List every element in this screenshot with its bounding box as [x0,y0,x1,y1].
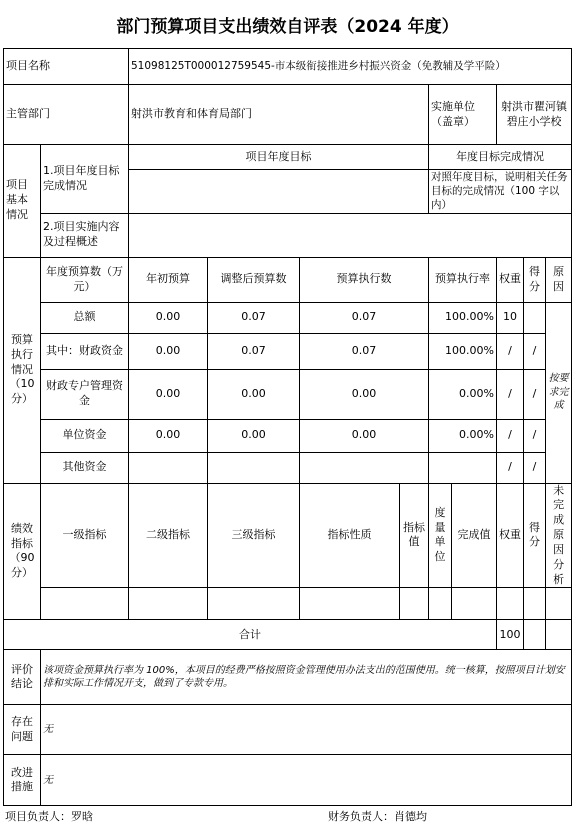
total-reason [546,620,572,650]
budget-row-adjusted: 0.00 [208,419,300,452]
budget-row-name: 总额 [41,302,129,333]
budget-row-initial: 0.00 [129,369,208,419]
row-improvement [4,755,572,806]
budget-row-name: 财政专户管理资金 [41,369,129,419]
implementation-content [129,213,572,257]
budget-executed-header: 预算执行数 [300,257,429,302]
project-name-label: 项目名称 [4,49,129,85]
dept-label: 主管部门 [4,85,129,145]
budget-row-name: 单位资金 [41,419,129,452]
budget-row-rate: 100.00% [429,333,497,369]
budget-row-weight: 10 [497,302,524,333]
issues-label: 存在问题 [4,705,41,755]
budget-row-weight: / [497,333,524,369]
perf-reason-header: 未完成原因分析 [546,483,572,588]
budget-row-adjusted: 0.07 [208,302,300,333]
row-goal-header [4,145,572,170]
perf-cell [300,588,400,620]
budget-row-executed: 0.00 [300,369,429,419]
row-perf-header [4,483,572,588]
budget-reason-value: 按要求完成 [546,302,572,483]
basic-info-label: 项目基本情况 [4,145,41,258]
budget-row-executed: 0.00 [300,419,429,452]
budget-row-score: / [524,419,546,452]
budget-reason-header: 原因 [546,257,572,302]
budget-row [4,369,572,419]
row-perf-content [4,588,572,620]
evaluation-value: 该项资金预算执行率为 100%，本项目的经费严格按照资金管理使用办法支出的范围使用。统一核算，按照项目计划安排和实际工作情况开支，做到了专款专用。 [41,650,572,705]
budget-row-adjusted: 0.07 [208,333,300,369]
row-budget-header [4,257,572,302]
budget-row-name: 其他资金 [41,452,129,483]
budget-row-rate: 0.00% [429,419,497,452]
budget-score-header: 得分 [524,257,546,302]
budget-row-executed [300,452,429,483]
perf-cell [546,588,572,620]
perf-unit-header: 度量单位 [429,483,452,588]
row-issues [4,705,572,755]
budget-adjusted-header: 调整后预算数 [208,257,300,302]
budget-row [4,419,572,452]
finance-lead-label: 财务负责人： [328,810,394,823]
budget-row-executed: 0.07 [300,333,429,369]
finance-lead [328,808,427,824]
perf-value-header: 指标值 [400,483,429,588]
improvement-label: 改进措施 [4,755,41,806]
improvement-value: 无 [41,755,572,806]
budget-row-weight: / [497,419,524,452]
finance-lead-name: 肖德均 [394,810,427,823]
budget-row-score: / [524,333,546,369]
budget-row-weight: / [497,452,524,483]
budget-row-score: / [524,452,546,483]
row-implementation [4,213,572,257]
evaluation-form-table [3,48,572,806]
budget-weight-header: 权重 [497,257,524,302]
project-lead-name: 罗晗 [71,810,93,823]
page-title: 部门预算项目支出绩效自评表（2024 年度） [116,16,459,37]
implementation-label: 2.项目实施内容及过程概述 [41,213,129,257]
budget-exec-label: 预算执行情况（10分） [4,257,41,483]
row-project-name [4,49,572,85]
impl-unit-value: 射洪市瞿河镇碧庄小学校 [497,85,572,145]
budget-row-weight: / [497,369,524,419]
perf-cell [497,588,524,620]
project-lead-label: 项目负责人： [5,810,71,823]
perf-score-header: 得分 [524,483,546,588]
annual-goal-header: 项目年度目标 [129,145,429,170]
budget-row-adjusted: 0.00 [208,369,300,419]
project-name-value: 51098125T000012759545-市本级衔接推进乡村振兴资金（免教辅及学平险） [129,49,572,85]
goal-status-header: 年度目标完成情况 [429,145,572,170]
budget-row-name: 其中：财政资金 [41,333,129,369]
goal-status-hint: 对照年度目标，说明相关任务目标的完成情况（100 字以内） [429,170,572,214]
perf-completed-header: 完成值 [452,483,497,588]
perf-level3-header: 三级指标 [208,483,300,588]
budget-fund-header: 年度预算数（万元） [41,257,129,302]
issues-value: 无 [41,705,572,755]
perf-cell [429,588,452,620]
perf-label: 绩效指标（90分） [4,483,41,620]
budget-row-initial: 0.00 [129,419,208,452]
perf-cell [452,588,497,620]
impl-unit-label: 实施单位（盖章） [429,85,497,145]
perf-level1-header: 一级指标 [41,483,129,588]
project-lead [5,808,93,824]
total-label: 合计 [4,620,497,650]
perf-cell [400,588,429,620]
goal-completion-label: 1.项目年度目标完成情况 [41,145,129,214]
perf-cell [208,588,300,620]
budget-row [4,302,572,333]
row-evaluation [4,650,572,705]
budget-row [4,452,572,483]
perf-weight-header: 权重 [497,483,524,588]
budget-row-executed: 0.07 [300,302,429,333]
budget-row-rate [429,452,497,483]
perf-level2-header: 二级指标 [129,483,208,588]
budget-row-initial [129,452,208,483]
budget-row-score [524,302,546,333]
row-department [4,85,572,145]
perf-cell [524,588,546,620]
row-total [4,620,572,650]
perf-cell [41,588,129,620]
budget-row-score: / [524,369,546,419]
perf-nature-header: 指标性质 [300,483,400,588]
budget-rate-header: 预算执行率 [429,257,497,302]
total-score [524,620,546,650]
evaluation-label: 评价结论 [4,650,41,705]
dept-value: 射洪市教育和体育局部门 [129,85,429,145]
annual-goal-content [129,170,429,214]
budget-row-rate: 0.00% [429,369,497,419]
budget-row [4,333,572,369]
budget-row-initial: 0.00 [129,302,208,333]
total-weight: 100 [497,620,524,650]
perf-cell [129,588,208,620]
budget-row-adjusted [208,452,300,483]
budget-initial-header: 年初预算 [129,257,208,302]
budget-row-initial: 0.00 [129,333,208,369]
budget-row-rate: 100.00% [429,302,497,333]
